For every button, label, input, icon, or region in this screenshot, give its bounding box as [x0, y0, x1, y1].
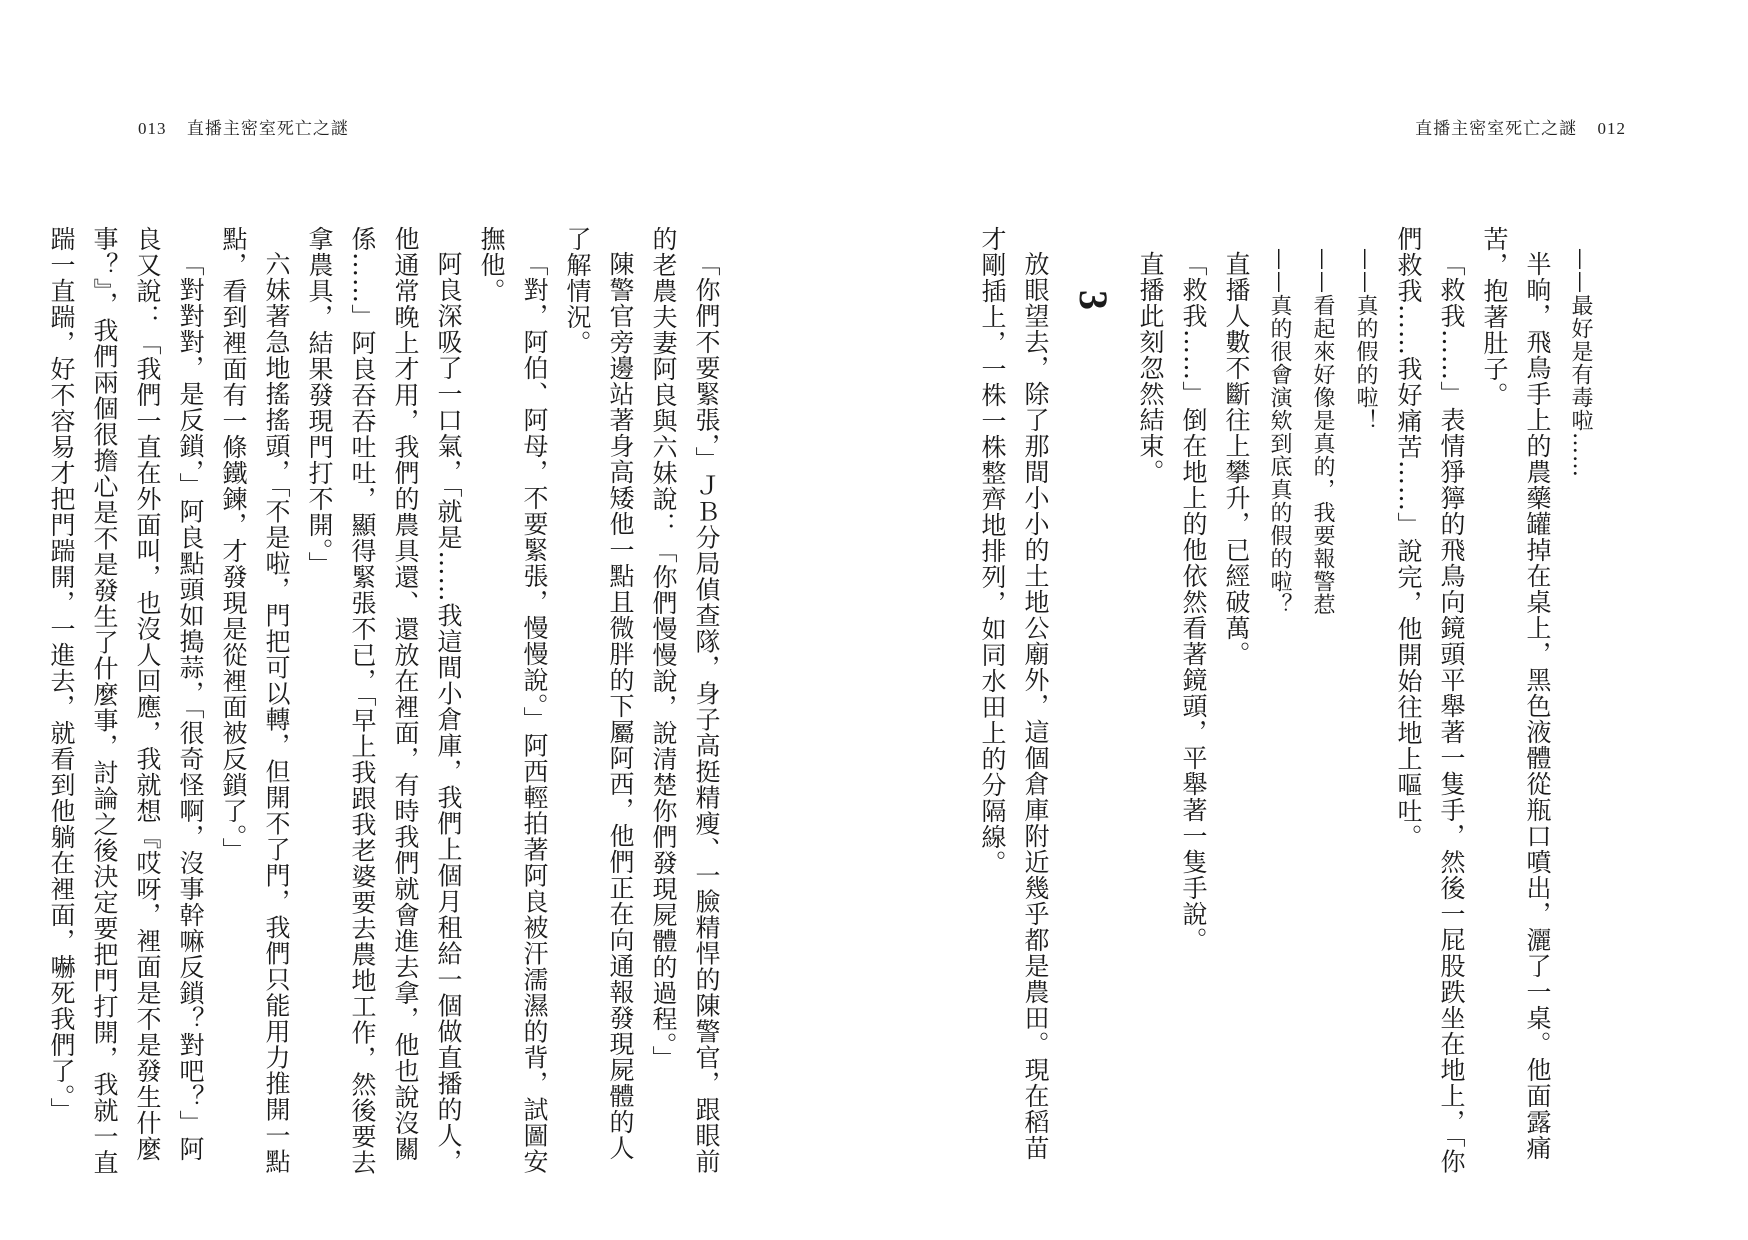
paragraph: 直播人數不斷往上攀升，已經破萬。: [1222, 251, 1251, 667]
paragraph: 「救我……」倒在地上的他依然看著鏡頭，平舉著一隻手說。: [1179, 251, 1208, 953]
left-running-title: 直播主密室死亡之謎: [186, 119, 349, 139]
chat-comment: ——真的很會演欸到底真的假的啦？: [1267, 248, 1292, 616]
right-page-header: [1415, 114, 1640, 146]
right-running-title: 直播主密室死亡之謎: [1415, 119, 1578, 139]
left-page-header: [124, 114, 349, 146]
left-page-number: 013: [138, 119, 167, 138]
paragraph: 阿良深吸了一口氣，「就是……我這間小倉庫，我們上個月租給一個做直播的人，他通常晚上才用，我們的農具還、還放在裡面，有時我們就會進去拿，他也說沒關係……」阿良吞吞吐吐，顯得緊張不已，「早上我跟我老婆要去農地工作，然後要去拿農具，結果發現門打不開。」: [305, 226, 463, 1176]
paragraph: 半晌，飛鳥手上的農藥罐掉在桌上，黑色液體從瓶口噴出，灑了一桌。他面露痛苦，抱著肚子。: [1480, 226, 1552, 1161]
paragraph: 陳警官旁邊站著身高矮他一點且微胖的下屬阿西，他們正在向通報發現屍體的人了解情況。: [563, 226, 635, 1161]
chat-comment: ——看起來好像是真的，我要報警惹: [1310, 248, 1335, 616]
paragraph: 「救我……」表情猙獰的飛鳥向鏡頭平舉著一隻手，然後一屁股跌坐在地上，「你們救我……我好痛苦……」說完，他開始往地上嘔吐。: [1394, 226, 1466, 1175]
left-page-body: [47, 226, 728, 1186]
paragraph: 直播此刻忽然結束。: [1136, 251, 1165, 485]
section-number: 3: [1071, 290, 1116, 311]
paragraph: 「對對對，是反鎖，」阿良點頭如搗蒜，「很奇怪啊，沒事幹嘛反鎖？對吧？」阿良又說：「我們一直在外面叫，也沒人回應，我就想『哎呀，裡面是不是發生什麼事？』，我們兩個很擔心是不是發生了什麼事，討論之後決定要把門打開，我就一直踹一直踹，好不容易才把門踹開，一進去，就看到他躺在裡面，嚇死我們了。」: [47, 226, 205, 1176]
paragraph: 「對，阿伯、阿母，不要緊張，慢慢說。」阿西輕拍著阿良被汗濡濕的背，試圖安撫他。: [477, 226, 549, 1175]
right-page-body: [922, 226, 1602, 1186]
paragraph: 六妹著急地搖搖頭，「不是啦，門把可以轉，但開不了門，我們只能用力推開一點點，看到裡面有一條鐵鍊，才發現是從裡面被反鎖了。」: [219, 226, 291, 1175]
right-page-number: 012: [1597, 119, 1626, 138]
paragraph: 「你們不要緊張，」ＪＢ分局偵查隊，身子高挺精瘦、一臉精悍的陳警官，跟眼前的老農夫妻阿良與六妹說：「你們慢慢說，說清楚你們發現屍體的過程。」: [649, 226, 721, 1175]
chat-comment: ——最好是有毒啦……: [1568, 248, 1593, 478]
chat-comment: ——真的假的啦！: [1353, 248, 1378, 432]
paragraph: 放眼望去，除了那間小小的土地公廟外，這個倉庫附近幾乎都是農田。現在稻苗才剛插上，一株一株整齊地排列，如同水田上的分隔線。: [978, 226, 1050, 1161]
